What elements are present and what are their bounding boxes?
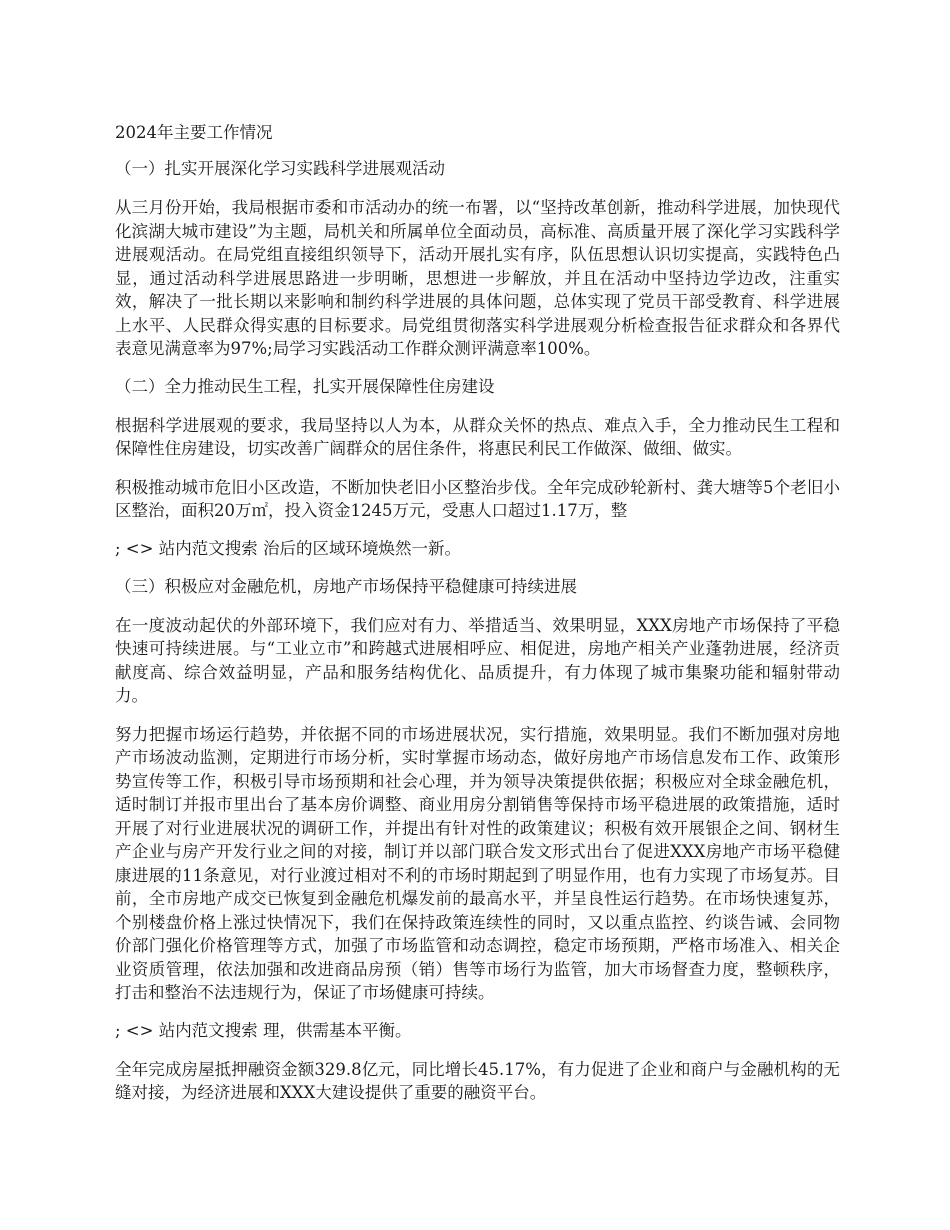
section-3-paragraph-2: 努力把握市场运行趋势，并依据不同的市场进展状况，实行措施，效果明显。我们不断加强对房地产市场波动监测，定期进行市场分析，实时掌握市场动态，做好房地产市场信息发布工作、政策形势宣传等工作，积极引导市场预期和社会心理，并为领导决策提供依据；积极应对全球金融危机，适时制订并报市里出台了基本房价调整、商业用房分割销售等保持市场平稳进展的政策措施，适时开展了对行业进展状况的调研工作，并提出有针对性的政策建议；积极有效开展银企之间、钢材生产企业与房产开发行业之间的对接，制订并以部门联合发文形式出台了促进XXX房地产市场平稳健康进展的11条意见，对行业渡过相对不利的市场时期起到了明显作用，也有力实现了市场复苏。目前，全市房地产成交已恢复到金融危机爆发前的最高水平，并呈良性运行趋势。在市场快速复苏，个别楼盘价格上涨过快情况下，我们在保持政策连续性的同时，又以重点监控、约谈告诫、会同物价部门强化价格管理等方式，加强了市场监管和动态调控，稳定市场预期，严格市场准入、相关企业资质管理，依法加强和改进商品房预（销）售等市场行为监管，加大市场督查力度，整顿秩序，打击和整治不法违规行为，保证了市场健康可持续。 [115,724,840,1002]
section-2-paragraph-2: 积极推动城市危旧小区改造，不断加快老旧小区整治步伐。全年完成砂轮新村、龚大塘等5个老旧小区整治，面积20万㎡，投入资金1245万元，受惠人口超过1.17万，整 [115,477,840,520]
document-title: 2024年主要工作情况 [115,123,273,142]
section-3-heading: （三）积极应对金融危机，房地产市场保持平稳健康可持续进展 [115,576,577,596]
section-3-paragraph-1: 在一度波动起伏的外部环境下，我们应对有力、举措适当、效果明显，XXX房地产市场保持了平稳快速可持续进展。与“工业立市”和跨越式进展相呼应、相促进，房地产相关产业蓬勃进展，经济贡献度高、综合效益明显，产品和服务结构优化、品质提升，有力体现了城市集聚功能和辐射带动力。 [115,615,840,705]
section-1-heading: （一）扎实开展深化学习实践科学进展观活动 [115,159,445,178]
section-3-closing-paragraph: 全年完成房屋抵押融资金额329.8亿元，同比增长45.17%，有力促进了企业和商户与金融机构的无缝对接，为经济进展和XXX大建设提供了重要的融资平台。 [115,1059,840,1102]
section-2-heading: （二）全力推动民生工程，扎实开展保障性住房建设 [115,376,495,396]
section-2-fragment: ; <> 站内范文搜索 治后的区域环境焕然一新。 [115,538,461,558]
section-2-paragraph-1: 根据科学进展观的要求，我局坚持以人为本，从群众关怀的热点、难点入手，全力推动民生工程和保障性住房建设，切实改善广阔群众的居住条件，将惠民利民工作做深、做细、做实。 [115,415,840,458]
section-1-paragraph-1: 从三月份开始，我局根据市委和市活动办的统一布署，以“坚持改革创新，推动科学进展，加快现代化滨湖大城市建设”为主题，局机关和所属单位全面动员，高标准、高质量开展了深化学习实践科学进展观活动。在局党组直接组织领导下，活动开展扎实有序，队伍思想认识切实提高，实践特色凸显，通过活动科学进展思路进一步明晰，思想进一步解放，并且在活动中坚持边学边改，注重实效，解决了一批长期以来影响和制约科学进展的具体问题，总体实现了党员干部受教育、科学进展上水平、人民群众得实惠的目标要求。局党组贯彻落实科学进展观分析检查报告征求群众和各界代表意见满意率为97%;局学习实践活动工作群众测评满意率100%。 [115,198,840,358]
section-3-fragment: ; <> 站内范文搜索 理，供需基本平衡。 [115,1020,412,1040]
document-page [115,122,840,1120]
